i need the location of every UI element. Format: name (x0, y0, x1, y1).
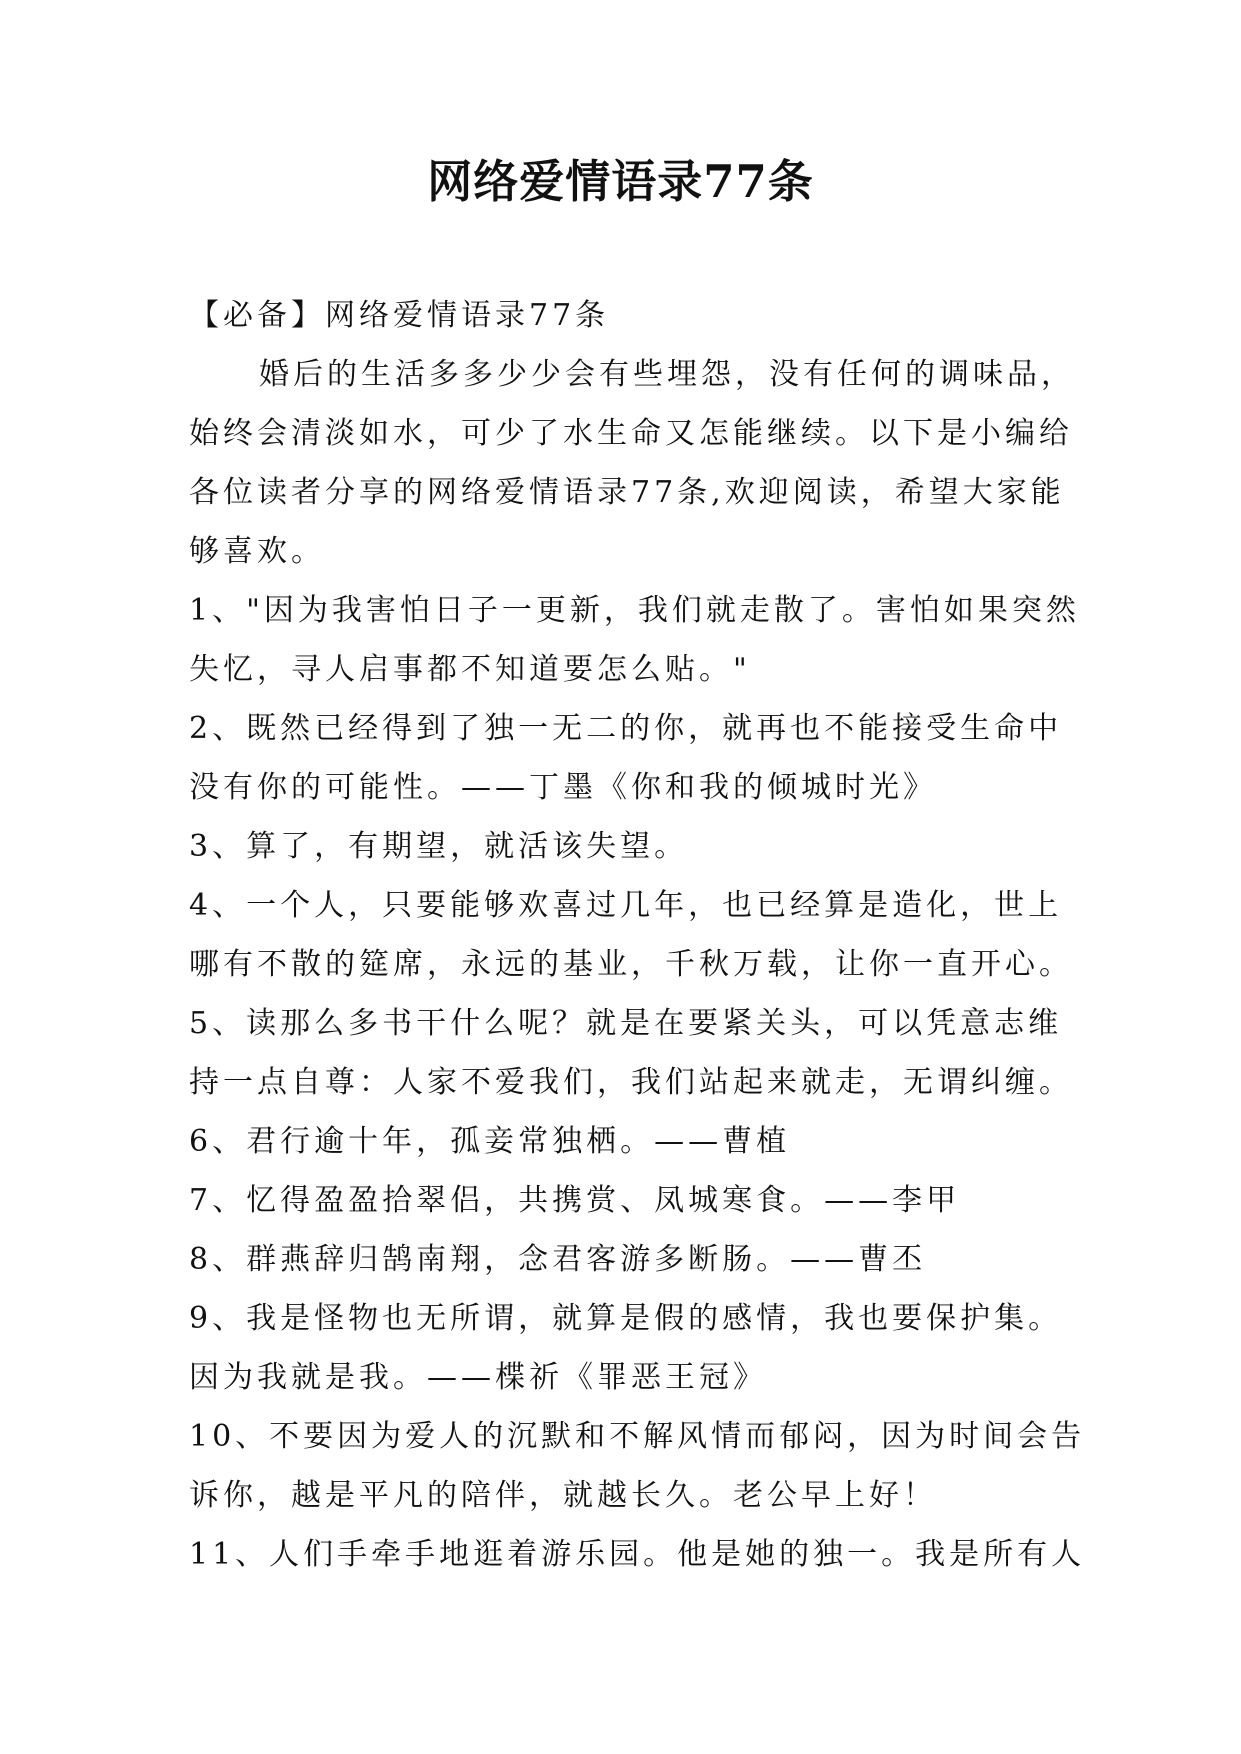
quote-line: 1、"因为我害怕日子一更新，我们就走散了。害怕如果突然 (189, 593, 1080, 628)
paragraph-line: 婚后的生活多多少少会有些埋怨，没有任何的调味品， (259, 357, 1075, 392)
quote-line: 4、一个人，只要能够欢喜过几年，也已经算是造化，世上 (189, 888, 1063, 923)
quote-line: 哪有不散的筵席，永远的基业，千秋万载，让你一直开心。 (189, 947, 1073, 982)
quote-line: 因为我就是我。——楪祈《罪恶王冠》 (189, 1360, 767, 1395)
quote-line: 10、不要因为爱人的沉默和不解风情而郁闷，因为时间会告 (189, 1419, 1086, 1454)
paragraph-line: 各位读者分享的网络爱情语录77条,欢迎阅读，希望大家能 (189, 475, 1065, 510)
quote-line: 失忆，寻人启事都不知道要怎么贴。" (189, 652, 751, 687)
quote-line: 诉你，越是平凡的陪伴，就越长久。老公早上好！ (189, 1478, 937, 1513)
document-body (189, 286, 1089, 1584)
intro-heading: 【必备】网络爱情语录77条 (189, 298, 610, 333)
quote-line: 5、读那么多书干什么呢？就是在要紧关头，可以凭意志维 (189, 1006, 1063, 1041)
quote-line: 11、人们手牵手地逛着游乐园。他是她的独一。我是所有人 (189, 1537, 1086, 1572)
document-title: 网络爱情语录77条 (427, 155, 814, 208)
quote-line: 2、既然已经得到了独一无二的你，就再也不能接受生命中 (189, 711, 1063, 746)
paragraph-line: 始终会清淡如水，可少了水生命又怎能继续。以下是小编给 (189, 416, 1073, 451)
quote-line: 8、群燕辞归鹄南翔，念君客游多断肠。——曹丕 (189, 1242, 927, 1277)
paragraph-line: 够喜欢。 (189, 534, 325, 569)
quote-line: 7、忆得盈盈拾翠侣，共携赏、凤城寒食。——李甲 (189, 1183, 961, 1218)
quote-line: 6、君行逾十年，孤妾常独栖。——曹植 (189, 1124, 791, 1159)
quote-line: 3、算了，有期望，就活该失望。 (189, 829, 689, 864)
quote-line: 持一点自尊：人家不爱我们，我们站起来就走，无谓纠缠。 (189, 1065, 1073, 1100)
quote-line: 没有你的可能性。——丁墨《你和我的倾城时光》 (189, 770, 937, 805)
quote-line: 9、我是怪物也无所谓，就算是假的感情，我也要保护集。 (189, 1301, 1063, 1336)
